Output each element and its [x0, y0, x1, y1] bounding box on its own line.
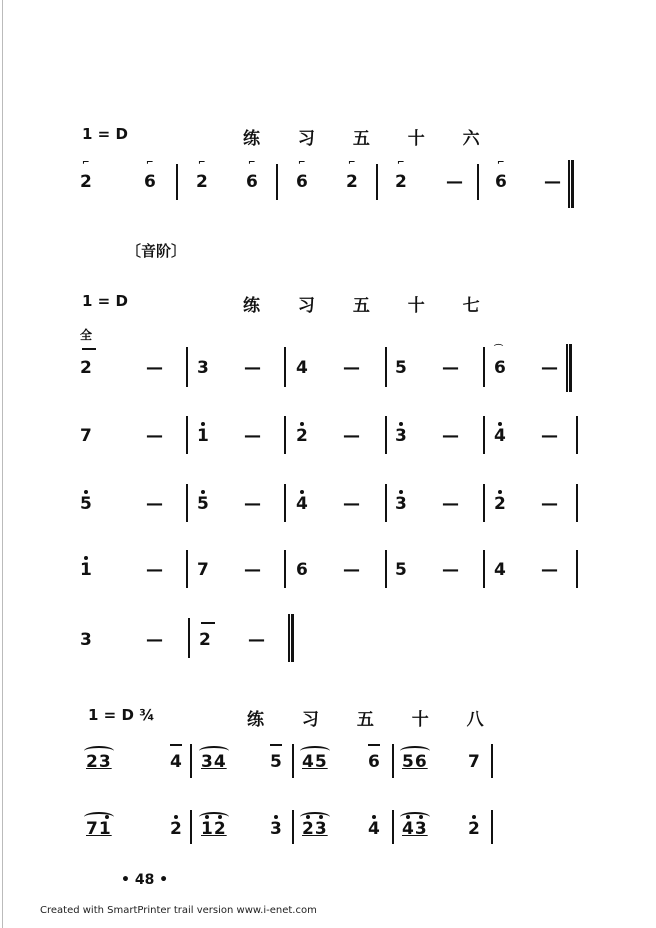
dash: — [244, 358, 261, 378]
dash: — [343, 494, 360, 514]
ornament-mark: ⌐ [146, 158, 154, 168]
note: 2 [199, 630, 211, 650]
note-pair: 56 [402, 752, 428, 772]
barline [176, 164, 178, 200]
note: 2 [296, 426, 308, 446]
note: 7 [80, 426, 92, 446]
page-number: • 48 • [121, 872, 169, 888]
ornament-mark: ⌐ [298, 158, 306, 168]
note-pair: 43 [402, 819, 428, 839]
barline [483, 347, 485, 387]
note-pair: 45 [302, 752, 328, 772]
note: 6 [494, 358, 506, 378]
note: 2 [468, 819, 480, 839]
note: 7 [468, 752, 480, 772]
barline [576, 550, 578, 588]
dash: — [244, 560, 261, 580]
note: 2 [80, 358, 92, 378]
dash: — [343, 426, 360, 446]
ornament-mark: ⌐ [198, 158, 206, 168]
dash: — [146, 358, 163, 378]
dash: — [146, 426, 163, 446]
note: 2 [395, 172, 407, 192]
note: 3 [80, 630, 92, 650]
ornament-mark: ⌐ [397, 158, 405, 168]
ex56-key: 1 = D [82, 125, 128, 143]
barline [576, 484, 578, 522]
note: 6 [246, 172, 258, 192]
note: 2 [196, 172, 208, 192]
barline [284, 347, 286, 387]
note: 4 [494, 560, 506, 580]
barline [477, 164, 479, 200]
line-mark [82, 348, 96, 350]
footer-watermark: Created with SmartPrinter trail version www.i-enet.com [40, 905, 317, 916]
ex57-title: 练 习 五 十 七 [243, 296, 496, 316]
note: 5 [395, 358, 407, 378]
note-pair: 23 [86, 752, 112, 772]
barline [186, 416, 188, 454]
ex57-key: 1 = D [82, 292, 128, 310]
final-barline [568, 160, 574, 208]
barline [392, 744, 394, 778]
note: 6 [144, 172, 156, 192]
note: 4 [296, 358, 308, 378]
dash: — [541, 358, 558, 378]
note: 2 [346, 172, 358, 192]
ornament-mark: ⌒ [494, 345, 504, 355]
line-mark [170, 744, 182, 746]
note-pair: 12 [201, 819, 227, 839]
note: 2 [494, 494, 506, 514]
line-mark [270, 744, 282, 746]
note: 4 [296, 494, 308, 514]
dash: — [541, 494, 558, 514]
note: 1 [197, 426, 209, 446]
dash: — [544, 172, 561, 192]
barline [284, 550, 286, 588]
dash: — [244, 426, 261, 446]
note: 5 [197, 494, 209, 514]
barline [491, 744, 493, 778]
note-pair: 71 [86, 819, 112, 839]
barline [284, 484, 286, 522]
barline [491, 810, 493, 844]
barline [483, 484, 485, 522]
barline [190, 744, 192, 778]
dash: — [442, 560, 459, 580]
barline [276, 164, 278, 200]
dash: — [442, 426, 459, 446]
dash: — [442, 494, 459, 514]
note: 6 [296, 172, 308, 192]
dash: — [541, 426, 558, 446]
barline [292, 744, 294, 778]
barline [284, 416, 286, 454]
note: 6 [495, 172, 507, 192]
barline [385, 416, 387, 454]
note: 5 [270, 752, 282, 772]
note: 7 [197, 560, 209, 580]
note: 2 [170, 819, 182, 839]
articulation-marker: 全 [80, 328, 93, 342]
note: 5 [80, 494, 92, 514]
dash: — [343, 358, 360, 378]
note-pair: 34 [201, 752, 227, 772]
barline [576, 416, 578, 454]
note: 4 [368, 819, 380, 839]
page-edge-line [2, 0, 3, 928]
barline [376, 164, 378, 200]
note-pair: 23 [302, 819, 328, 839]
note: 4 [170, 752, 182, 772]
ex58-title: 练 习 五 十 八 [247, 710, 500, 730]
line-mark [368, 744, 380, 746]
note: 1 [80, 560, 92, 580]
barline [186, 347, 188, 387]
barline [292, 810, 294, 844]
barline [190, 810, 192, 844]
barline [483, 416, 485, 454]
barline [186, 550, 188, 588]
note: 3 [197, 358, 209, 378]
barline [186, 484, 188, 522]
barline [385, 347, 387, 387]
final-barline [288, 614, 294, 662]
barline [483, 550, 485, 588]
dash: — [146, 560, 163, 580]
note: 3 [395, 494, 407, 514]
dash: — [442, 358, 459, 378]
dash: — [541, 560, 558, 580]
barline [385, 550, 387, 588]
dash: — [146, 630, 163, 650]
note: 3 [270, 819, 282, 839]
dash: — [244, 494, 261, 514]
barline [188, 618, 190, 658]
ornament-mark: ⌐ [82, 158, 90, 168]
ornament-mark: ⌐ [497, 158, 505, 168]
dash: — [446, 172, 463, 192]
note: 5 [395, 560, 407, 580]
dash: — [343, 560, 360, 580]
note: 6 [368, 752, 380, 772]
dash: — [146, 494, 163, 514]
dash: — [248, 630, 265, 650]
note: 4 [494, 426, 506, 446]
barline [385, 484, 387, 522]
note: 3 [395, 426, 407, 446]
ornament-mark: ⌐ [248, 158, 256, 168]
final-barline [566, 344, 572, 392]
ornament-mark: ⌐ [348, 158, 356, 168]
note: 6 [296, 560, 308, 580]
line-mark [201, 622, 215, 624]
ex56-title: 练 习 五 十 六 [243, 129, 496, 149]
section-label: 〔音阶〕 [126, 242, 187, 260]
ex58-key: 1 = D ¾ [88, 706, 155, 724]
barline [392, 810, 394, 844]
note: 2 [80, 172, 92, 192]
